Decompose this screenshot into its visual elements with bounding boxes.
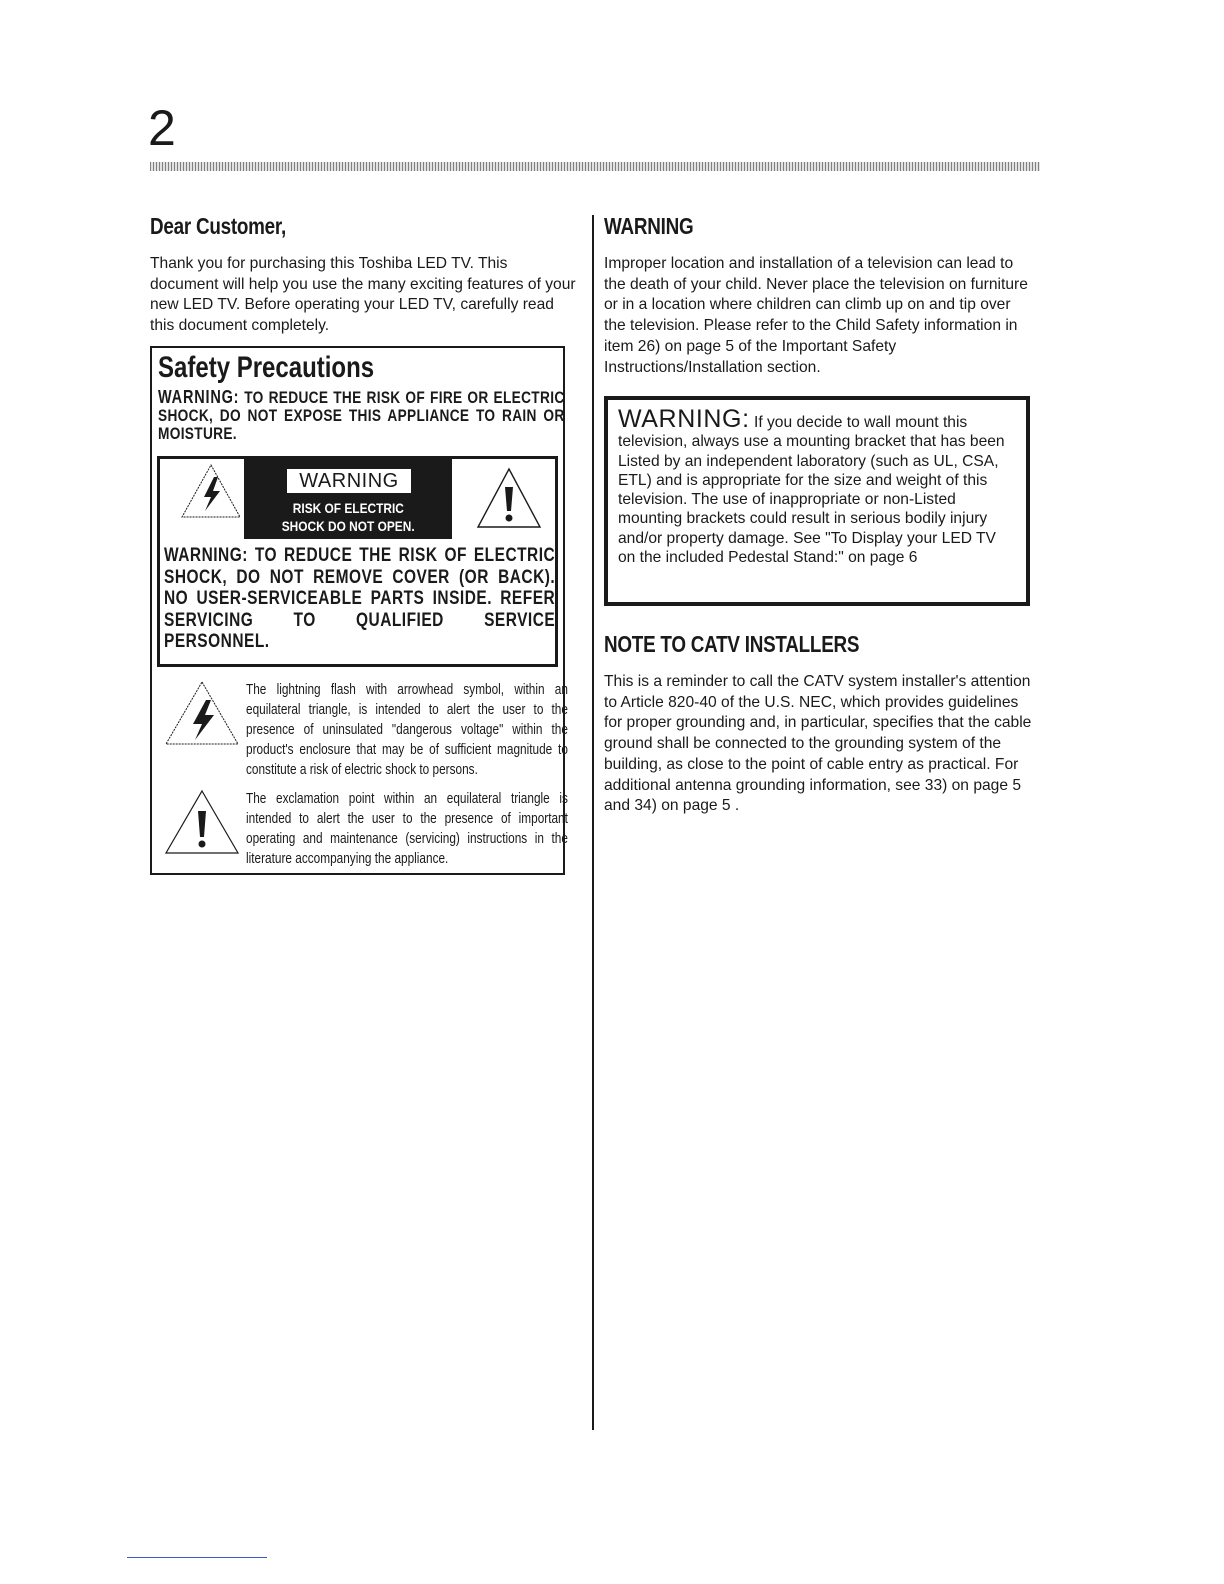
warning-label-line-2: SHOCK DO NOT OPEN.	[281, 518, 415, 534]
warning-label-title: WARNING	[287, 469, 411, 493]
warning-text: Improper location and installation of a television can lead to the death of your child. Never place the television on furniture or in a location where children can climb up on and tip over the television. Please refer to the Child Safety information in item 26) on page 5 of the Important Safety Instructions/Installation section.	[604, 255, 1028, 376]
warning-heading: WARNING	[604, 213, 694, 239]
page-number: 2	[148, 100, 176, 156]
safety-precautions-box	[150, 346, 568, 875]
safety-warning	[158, 388, 565, 443]
lightning-symbol-explanation	[160, 680, 568, 780]
lightning-symbol-icon	[160, 680, 240, 750]
wall-mount-warning	[618, 405, 1016, 567]
exclamation-symbol-text: The exclamation point within an equilateral triangle is intended to alert the user to the presence of important operating and maintenance (servicing) instructions in the literature accompanying the appliance.	[246, 791, 568, 867]
catv-heading: NOTE TO CATV INSTALLERS	[604, 631, 860, 657]
catv-section	[604, 628, 1034, 817]
safety-warning-text: TO REDUCE THE RISK OF FIRE OR ELECTRIC SHOCK, DO NOT EXPOSE THIS APPLIANCE TO RAIN OR MOISTURE.	[158, 388, 565, 443]
safety-title: Safety Precautions	[158, 351, 375, 384]
exclamation-triangle-icon	[476, 467, 542, 529]
cover-warning-text: WARNING: TO REDUCE THE RISK OF ELECTRIC SHOCK, DO NOT REMOVE COVER (OR BACK). NO USER-SERVICEABLE PARTS INSIDE. REFER SERVICING TO QUALIFIED SERVICE PERSONNEL.	[164, 545, 556, 652]
lightning-triangle-icon	[180, 463, 242, 519]
left-column	[150, 210, 580, 337]
lightning-symbol-text: The lightning flash with arrowhead symbol, within an equilateral triangle, is intended to alert the user to the presence of uninsulated "dangerous voltage" within the product's enclosure that may be of sufficient magnitude to constitute a risk of electric shock to persons.	[246, 682, 568, 778]
column-divider	[592, 215, 594, 1430]
wall-mount-warning-text: If you decide to wall mount this television, always use a mounting bracket that has been Listed by an independent laboratory (such as UL, CSA, ETL) and is appropriate for the size and weight of this television. The use of inappropriate or non-Listed mounting brackets could result in serious bodily injury and/or property damage. See "To Display your LED TV on the included Pedestal Stand:" on page 6	[618, 414, 1005, 567]
footer-rule	[127, 1557, 267, 1558]
wall-mount-warning-lead: WARNING:	[618, 405, 750, 433]
catv-text: This is a reminder to call the CATV system installer's attention to Article 820-40 of the U.S. NEC, which provides guidelines for proper grounding and, in particular, specifies that the cable ground shall be connected to the grounding system of the building, as close to the point of cable entry as practical. For additional antenna grounding information, see 33) on page 5 and 34) on page 5 .	[604, 673, 1032, 815]
greeting-heading: Dear Customer,	[150, 213, 286, 239]
warning-label-subtitle	[244, 499, 452, 535]
greeting-text: Thank you for purchasing this Toshiba LED TV. This document will help you use the many exciting features of your new LED TV. Before operating your LED TV, carefully read this document completely.	[150, 255, 576, 335]
exclamation-symbol-icon	[160, 789, 240, 859]
header-rule	[150, 162, 1040, 171]
wall-mount-warning-box	[604, 396, 1030, 606]
shock-warning-box	[157, 456, 558, 667]
safety-warning-lead: WARNING:	[158, 387, 240, 407]
warning-label-line-1: RISK OF ELECTRIC	[292, 500, 404, 516]
exclamation-symbol-explanation	[160, 789, 568, 869]
right-column	[604, 210, 1034, 378]
warning-label	[244, 459, 452, 539]
